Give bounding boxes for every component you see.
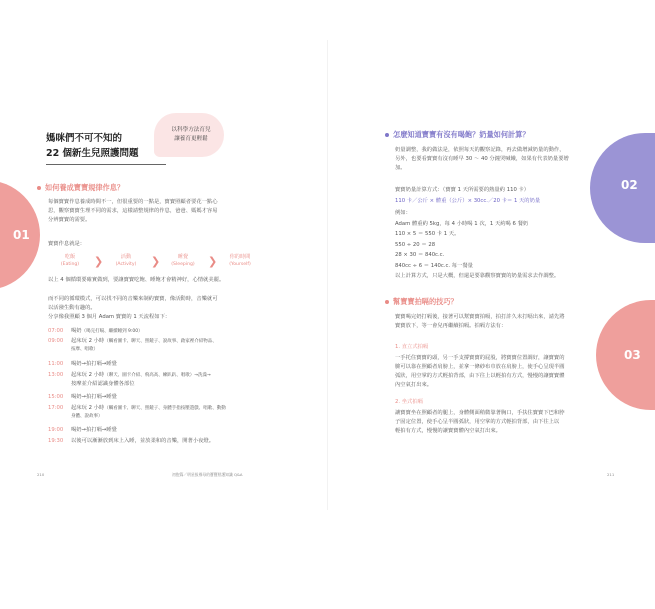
schedule-row: 19:00 喝奶→拍打嗝→睡覺 [48,427,117,433]
formula-text: 110 卡／公斤 × 體重（公斤）× 30cc.／20 卡＝ 1 天的奶量 [395,198,541,204]
cycle-summary: 以上 4 個循環要確實做到，要讓寶寶吃飽、睡飽才會精神好，心情就美麗。 [48,277,225,283]
routine-intro-paragraph: 每個寶寶作息養成時間不一，但很重要的一點是，寶寶照顧者要花一點心 思，觀察寶寶生理不同的需求，這樣請整規律的作息，爸爸、媽媽才容易 分辨寶寶的需要。 [48,199,218,223]
bullet-dot-icon [385,300,389,304]
flow-step-yourself: 你的時間 (Yourself) [229,254,251,267]
title-underline [46,164,166,165]
milk-intro-paragraph: 奶量調整，我的做法是，依照每天的觀察記錄，再去做增減奶量的動作， 另外，也要看寶寶有沒有睡早 30 ～ 40 分鐘哭喊餓，如果有代表奶量要增 加。 [395,147,569,171]
flow-step-sleeping: 睡覺 (Sleeping) [171,254,195,267]
page-number-left: 210 [37,472,45,477]
section-heading-burping: 幫寶寶拍嗝的技巧？ [385,297,458,307]
burping-intro: 寶寶喝完奶打嗝後，接著可以幫寶寶拍嗝，拍打許久未打嗝出來，請先將 寶寶放下，等一會兒再繼續拍嗝。拍嗝方法有： [395,314,565,329]
schedule-row: 17:00 起床玩 2 小時（觸看圖卡、聊天、照鏡子、身體手指按壓遊戲、唱歌、動動 身體、說故事） [48,405,226,419]
chevron-right-icon: ❯ [94,255,104,268]
schedule-row: 07:00 喝奶（喝完打嗝、繼續睡到 9:00） [48,328,143,334]
flow-step-activity: 活動 (Activity) [115,254,137,267]
running-footer: 初抱篇／明星級褓母的寶寶照護知識 Q&A [172,472,243,477]
chapter-badge-01: 01 [0,180,40,290]
bullet-dot-icon [385,133,389,137]
schedule-row: 15:00 喝奶→拍打嗝→睡覺 [48,394,117,400]
method-1-text: 一手托住寶寶的頭，另一手支撐寶寶的屁股，將寶寶位置調好，讓寶寶的 臉可以靠在照顧者肩膀上，並拿一條紗布巾放在肩膀上，使手心呈現半圓 弧狀，用空掌的方式輕拍背部，由下往上以輕拍有方式，慢慢的讓寶寶體 內空氣打出來。 [395,355,565,388]
bullet-dot-icon [37,186,41,190]
chevron-right-icon: ❯ [208,255,218,268]
page-title: 媽咪們不可不知的 22 個新生兒照護問題 [46,133,139,159]
schedule-row: 19:30 以後可以漸漸放到床上入睡，並放柔和的音樂，開著小夜燈。 [48,438,215,444]
routine-flow [48,253,268,275]
method-2-text: 讓寶寶坐在照顧者的腿上，身體側面稍微靠著胸口，手扶住寶寶下巴和脖 子固定位置，使手心呈半圓弧狀，用空掌的方式輕拍背部，由下往上以 輕拍有方式，慢慢的讓寶寶體內空氣打出來。 [395,410,565,434]
formula-label: 寶寶奶量計算方式：（寶寶 1 天所需要的熱量約 110 卡） [395,187,530,193]
schedule-row: 13:00 起床玩 2 小時（聊天、圖卡介紹、飛高高、練趴趴、唱歌）→洗澡→ 按摩並介紹認識身體各部位 [48,372,211,387]
schedule-row: 09:00 起床玩 2 小時（觸看圖卡、聊天、照鏡子、說故事、啟家裡介紹物品、 按摩、唱歌） [48,338,217,352]
section-heading-milk: 怎麼知道寶寶有沒有喝飽？奶量如何計算？ [385,130,530,140]
method-1-title: 1. 直立式拍嗝 [395,344,429,350]
chapter-badge-02: 02 [590,133,655,243]
music-paragraph: 而不同的循環模式，可以找不同的音樂來制約寶寶，像活動時，音樂就可 以活潑生動有趣的。 分享像我照顧 3 個月 Adam 寶寶的 1 天流程如下： [48,296,218,320]
method-2-title: 2. 坐式拍嗝 [395,399,423,405]
cycle-label: 寶寶作息就是： [48,241,86,247]
calculation-example: 例如： Adam 體重約 5kg，每 4 小時喝 1 次，1 天約喝 6 餐奶 110 × 5 ＝ 550 卡 1 天。 550 ÷ 20 ＝ 28 28 × 30 ＝ 840c.c. 840cc ÷ 6 ＝ 140c.c. 每一餐量 以上計算方式，只是大概，但還是要靠觀察寶寶的奶量需求去作調整。 [395,210,560,279]
left-page [0,0,327,609]
page-gutter [327,40,328,510]
section-heading-routine: 如何養成寶寶規律作息？ [37,183,124,193]
page-number-right: 211 [607,472,615,477]
chevron-right-icon: ❯ [151,255,161,268]
speech-bubble-text: 以科學方法育兒 讓養育更輕鬆 [171,127,211,142]
chapter-badge-03: 03 [596,300,655,410]
schedule-row: 11:00 喝奶→拍打嗝→睡覺 [48,361,117,367]
flow-step-eating: 吃飯 (Eating) [60,254,80,267]
